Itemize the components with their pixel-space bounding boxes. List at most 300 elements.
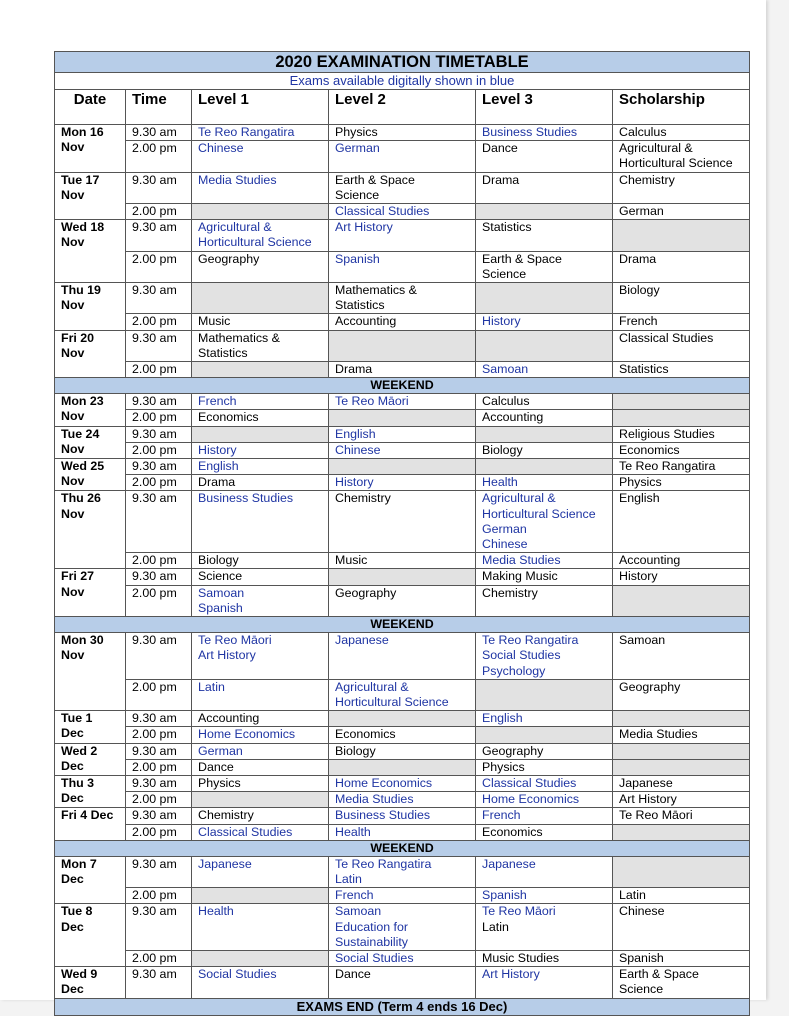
level-1-cell [192, 808, 329, 824]
time-cell: 9.30 am [126, 459, 192, 475]
date-cell [55, 633, 126, 711]
exams-end-banner: EXAMS END (Term 4 ends 16 Dec) [55, 998, 750, 1015]
table-row [55, 792, 750, 808]
subject-name: English [619, 491, 660, 506]
time-cell: 9.30 am [126, 283, 192, 314]
level-3-cell [476, 727, 613, 743]
level-2-cell [329, 824, 476, 840]
subject-name: Samoan [619, 633, 666, 648]
level-2-cell [329, 711, 476, 727]
scholarship-cell [613, 141, 750, 172]
level-1-cell [192, 759, 329, 775]
time-cell: 9.30 am [126, 856, 192, 887]
level-3-cell [476, 442, 613, 458]
subject-name: Classical Studies [482, 775, 577, 790]
level-2-cell [329, 950, 476, 966]
table-row [55, 410, 750, 426]
weekend-separator [55, 617, 750, 633]
level-2-cell [329, 204, 476, 220]
table-row [55, 172, 750, 203]
table-row [55, 125, 750, 141]
scholarship-cell [613, 442, 750, 458]
scholarship-cell [613, 220, 750, 251]
subject-name: French [619, 314, 658, 329]
weekend-label: WEEKEND [55, 378, 750, 394]
level-3-cell [476, 426, 613, 442]
date-line: Thu 26 [61, 491, 101, 506]
date-line: Fri 4 Dec [61, 808, 114, 823]
date-line: Mon 23 [61, 394, 104, 409]
time-cell: 2.00 pm [126, 410, 192, 426]
scholarship-cell [613, 251, 750, 282]
level-2-cell [329, 459, 476, 475]
subject-name: Sustainability [335, 934, 409, 949]
subject-name: Economics [335, 727, 396, 742]
scholarship-cell [613, 759, 750, 775]
time-cell: 2.00 pm [126, 950, 192, 966]
subject-name: Te Reo Māori [619, 808, 693, 823]
time-cell: 2.00 pm [126, 314, 192, 330]
date-line: Tue 8 [61, 904, 93, 919]
date-cell [55, 426, 126, 458]
time-cell: 9.30 am [126, 711, 192, 727]
level-2-cell [329, 362, 476, 378]
time-cell: 2.00 pm [126, 141, 192, 172]
level-2-cell [329, 633, 476, 680]
subject-name: Chinese [619, 904, 665, 919]
scholarship-cell [613, 824, 750, 840]
subject-name: Statistics [482, 220, 532, 235]
scholarship-cell [613, 633, 750, 680]
date-cell [55, 125, 126, 173]
subject-name: Geography [198, 251, 260, 266]
level-2-cell [329, 172, 476, 203]
level-1-cell [192, 553, 329, 569]
subject-name: Health [335, 824, 371, 839]
level-1-cell [192, 426, 329, 442]
subject-name: Te Reo Rangatira [619, 459, 716, 474]
level-2-cell [329, 394, 476, 410]
date-line: Dec [61, 726, 84, 741]
level-3-cell [476, 475, 613, 491]
level-1-cell [192, 585, 329, 616]
date-line: Nov [61, 298, 85, 313]
subject-name: Spanish [482, 888, 527, 903]
subject-name: Chinese [482, 537, 528, 552]
date-line: Nov [61, 140, 85, 155]
subject-name: Te Reo Māori [482, 904, 556, 919]
table-row [55, 283, 750, 314]
level-3-cell [476, 220, 613, 251]
table-row [55, 888, 750, 904]
timetable-subtitle: Exams available digitally shown in blue [55, 73, 750, 90]
subject-name: German [482, 521, 527, 536]
level-2-cell [329, 141, 476, 172]
table-row [55, 856, 750, 887]
scholarship-cell [613, 888, 750, 904]
table-row [55, 314, 750, 330]
subject-name: Dance [482, 141, 518, 156]
subject-name: Art History [482, 967, 540, 982]
scholarship-cell [613, 856, 750, 887]
subject-name: Chinese [335, 442, 381, 457]
weekend-separator [55, 840, 750, 856]
scholarship-cell [613, 426, 750, 442]
subject-name: Geography [482, 743, 544, 758]
scholarship-cell [613, 950, 750, 966]
subject-name: German [619, 204, 664, 219]
date-line: Nov [61, 584, 85, 599]
subject-name: French [335, 888, 374, 903]
timetable-body [55, 125, 750, 999]
level-3-cell [476, 856, 613, 887]
level-2-cell [329, 569, 476, 585]
subject-name: Dance [335, 967, 371, 982]
level-3-cell [476, 824, 613, 840]
date-line: Nov [61, 235, 85, 250]
date-line: Dec [61, 871, 84, 886]
scholarship-cell [613, 125, 750, 141]
subject-name: Accounting [335, 314, 397, 329]
table-row [55, 204, 750, 220]
subject-name: Latin [482, 919, 509, 934]
subject-name: Te Reo Māori [198, 633, 272, 648]
level-1-cell [192, 410, 329, 426]
time-cell: 2.00 pm [126, 251, 192, 282]
subject-name: Chinese [198, 141, 244, 156]
time-cell: 9.30 am [126, 775, 192, 791]
weekend-label: WEEKEND [55, 840, 750, 856]
subject-name: Earth & Space [482, 251, 562, 266]
scholarship-cell [613, 569, 750, 585]
subject-name: Te Reo Māori [335, 394, 409, 409]
level-1-cell [192, 459, 329, 475]
time-cell: 9.30 am [126, 633, 192, 680]
scholarship-cell [613, 172, 750, 203]
level-2-cell [329, 585, 476, 616]
subject-name: Spanish [198, 600, 243, 615]
subject-name: Music Studies [482, 950, 560, 965]
table-row [55, 633, 750, 680]
date-line: Nov [61, 648, 85, 663]
subject-name: Business Studies [335, 808, 431, 823]
date-cell [55, 459, 126, 491]
table-row [55, 442, 750, 458]
scholarship-cell [613, 204, 750, 220]
subject-name: Science [335, 187, 380, 202]
date-cell [55, 569, 126, 617]
date-line: Nov [61, 345, 85, 360]
level-2-cell [329, 442, 476, 458]
level-3-cell [476, 283, 613, 314]
date-line: Fri 20 [61, 330, 95, 345]
date-line: Dec [61, 982, 84, 997]
level-3-cell [476, 950, 613, 966]
level-3-cell [476, 553, 613, 569]
scholarship-cell [613, 491, 750, 553]
subject-name: Psychology [482, 663, 546, 678]
time-cell: 9.30 am [126, 426, 192, 442]
level-2-cell [329, 410, 476, 426]
subject-name: Art History [335, 220, 393, 235]
level-3-cell [476, 125, 613, 141]
time-cell: 9.30 am [126, 125, 192, 141]
date-line: Fri 27 [61, 569, 95, 584]
time-cell: 9.30 am [126, 172, 192, 203]
scholarship-cell [613, 394, 750, 410]
time-cell: 2.00 pm [126, 475, 192, 491]
subject-name: Latin [619, 888, 646, 903]
subject-name: Spanish [619, 950, 664, 965]
level-2-cell [329, 553, 476, 569]
time-cell: 2.00 pm [126, 792, 192, 808]
subject-name: Chemistry [335, 491, 391, 506]
table-row [55, 759, 750, 775]
subject-name: French [482, 808, 521, 823]
level-3-cell [476, 569, 613, 585]
level-2-cell [329, 491, 476, 553]
time-cell: 9.30 am [126, 491, 192, 553]
subject-name: Home Economics [198, 727, 296, 742]
date-line: Mon 16 [61, 125, 104, 139]
date-line: Wed 9 [61, 967, 98, 982]
subject-name: History [198, 442, 237, 457]
date-line: Nov [61, 187, 85, 202]
level-1-cell [192, 727, 329, 743]
header-scholarship: Scholarship [613, 90, 750, 125]
subject-name: Te Reo Rangatira [335, 856, 432, 871]
level-2-cell [329, 251, 476, 282]
time-cell: 9.30 am [126, 808, 192, 824]
scholarship-cell [613, 362, 750, 378]
date-line: Mon 30 [61, 633, 104, 648]
scholarship-cell [613, 904, 750, 951]
subject-name: Latin [198, 679, 225, 694]
scholarship-cell [613, 967, 750, 998]
date-cell [55, 172, 126, 220]
subject-name: Health [198, 904, 234, 919]
subject-name: Statistics [619, 362, 669, 377]
level-1-cell [192, 967, 329, 998]
header-time: Time [126, 90, 192, 125]
date-cell [55, 967, 126, 998]
subject-name: Mathematics & [198, 330, 280, 345]
subject-name: Geography [335, 585, 397, 600]
table-row [55, 141, 750, 172]
table-row [55, 679, 750, 710]
scholarship-cell [613, 679, 750, 710]
scholarship-cell [613, 808, 750, 824]
subject-name: Dance [198, 759, 234, 774]
scholarship-cell [613, 585, 750, 616]
subject-name: Agricultural & [482, 491, 556, 506]
subject-name: Samoan [198, 585, 245, 600]
subject-name: Japanese [335, 633, 389, 648]
time-cell: 2.00 pm [126, 888, 192, 904]
weekend-label: WEEKEND [55, 617, 750, 633]
subject-name: Art History [198, 648, 256, 663]
level-2-cell [329, 967, 476, 998]
date-cell [55, 220, 126, 283]
table-row [55, 251, 750, 282]
table-row [55, 394, 750, 410]
subject-name: Japanese [619, 775, 673, 790]
date-cell [55, 491, 126, 569]
level-2-cell [329, 759, 476, 775]
subject-name: Media Studies [619, 727, 698, 742]
subject-name: Earth & Space [619, 967, 699, 982]
level-1-cell [192, 792, 329, 808]
date-cell [55, 856, 126, 904]
table-row [55, 904, 750, 951]
time-cell: 9.30 am [126, 967, 192, 998]
date-line: Tue 17 [61, 172, 100, 187]
subject-name: Business Studies [198, 491, 294, 506]
level-2-cell [329, 808, 476, 824]
subject-name: English [335, 426, 376, 441]
level-3-cell [476, 330, 613, 361]
level-1-cell [192, 330, 329, 361]
level-1-cell [192, 743, 329, 759]
date-line: Dec [61, 919, 84, 934]
date-line: Nov [61, 441, 85, 456]
subject-name: Classical Studies [198, 824, 293, 839]
level-2-cell [329, 283, 476, 314]
date-line: Thu 19 [61, 283, 101, 298]
subject-name: Home Economics [482, 792, 580, 807]
scholarship-cell [613, 314, 750, 330]
subject-name: Science [619, 982, 664, 997]
table-row [55, 775, 750, 791]
subject-name: Chemistry [619, 172, 675, 187]
subject-name: Te Reo Rangatira [198, 125, 295, 139]
subject-name: Horticultural Science [619, 156, 733, 171]
table-row [55, 585, 750, 616]
subject-name: Biology [335, 743, 376, 758]
level-1-cell [192, 633, 329, 680]
level-1-cell [192, 442, 329, 458]
subject-name: Social Studies [482, 648, 561, 663]
subject-name: English [482, 711, 523, 726]
level-1-cell [192, 679, 329, 710]
time-cell: 9.30 am [126, 743, 192, 759]
subject-name: Japanese [482, 856, 536, 871]
subject-name: German [198, 743, 243, 758]
level-2-cell [329, 775, 476, 791]
level-3-cell [476, 888, 613, 904]
date-cell [55, 775, 126, 807]
subject-name: Business Studies [482, 125, 578, 139]
subject-name: Agricultural & [619, 141, 693, 156]
level-2-cell [329, 220, 476, 251]
subject-name: Statistics [198, 345, 248, 360]
header-level-2: Level 2 [329, 90, 476, 125]
table-row [55, 950, 750, 966]
subject-name: Chemistry [482, 585, 538, 600]
time-cell: 9.30 am [126, 904, 192, 951]
date-cell [55, 394, 126, 426]
subject-name: Physics [335, 125, 378, 139]
subject-name: Economics [198, 410, 259, 425]
time-cell: 2.00 pm [126, 204, 192, 220]
table-row [55, 711, 750, 727]
subject-name: History [335, 475, 374, 490]
scholarship-cell [613, 330, 750, 361]
level-3-cell [476, 410, 613, 426]
date-line: Wed 25 [61, 459, 105, 474]
subject-name: Drama [619, 251, 657, 266]
time-cell: 9.30 am [126, 569, 192, 585]
subject-name: Drama [482, 172, 520, 187]
scholarship-cell [613, 459, 750, 475]
scholarship-cell [613, 475, 750, 491]
level-3-cell [476, 967, 613, 998]
subject-name: Biology [619, 283, 660, 298]
subject-name: Samoan [482, 362, 529, 377]
level-2-cell [329, 856, 476, 887]
subject-name: Drama [335, 362, 373, 377]
level-1-cell [192, 824, 329, 840]
time-cell: 2.00 pm [126, 362, 192, 378]
subject-name: Classical Studies [335, 204, 430, 219]
subject-name: Drama [198, 475, 236, 490]
subject-name: Biology [482, 442, 523, 457]
level-1-cell [192, 950, 329, 966]
date-line: Tue 1 [61, 711, 93, 726]
subject-name: Science [198, 569, 243, 584]
subject-name: Music [198, 314, 231, 329]
subject-name: Physics [619, 475, 662, 490]
subject-name: French [198, 394, 237, 409]
level-1-cell [192, 491, 329, 553]
table-row [55, 459, 750, 475]
level-1-cell [192, 141, 329, 172]
level-3-cell [476, 394, 613, 410]
subject-name: History [482, 314, 521, 329]
table-row [55, 491, 750, 553]
level-3-cell [476, 711, 613, 727]
level-3-cell [476, 759, 613, 775]
level-1-cell [192, 711, 329, 727]
level-3-cell [476, 904, 613, 951]
level-3-cell [476, 491, 613, 553]
table-row [55, 569, 750, 585]
level-1-cell [192, 904, 329, 951]
level-1-cell [192, 569, 329, 585]
time-cell: 2.00 pm [126, 824, 192, 840]
level-3-cell [476, 775, 613, 791]
level-1-cell [192, 856, 329, 887]
table-row [55, 824, 750, 840]
subject-name: Religious Studies [619, 426, 715, 441]
level-2-cell [329, 792, 476, 808]
level-1-cell [192, 251, 329, 282]
subject-name: Japanese [198, 856, 252, 871]
subject-name: Spanish [335, 251, 380, 266]
level-3-cell [476, 633, 613, 680]
date-cell [55, 283, 126, 331]
date-line: Thu 3 [61, 775, 95, 790]
subject-name: Economics [482, 824, 543, 839]
subject-name: Home Economics [335, 775, 433, 790]
level-2-cell [329, 426, 476, 442]
subject-name: Horticultural Science [198, 235, 312, 250]
time-cell: 2.00 pm [126, 759, 192, 775]
subject-name: Classical Studies [619, 330, 714, 345]
subject-name: Making Music [482, 569, 558, 584]
level-1-cell [192, 394, 329, 410]
level-3-cell [476, 679, 613, 710]
